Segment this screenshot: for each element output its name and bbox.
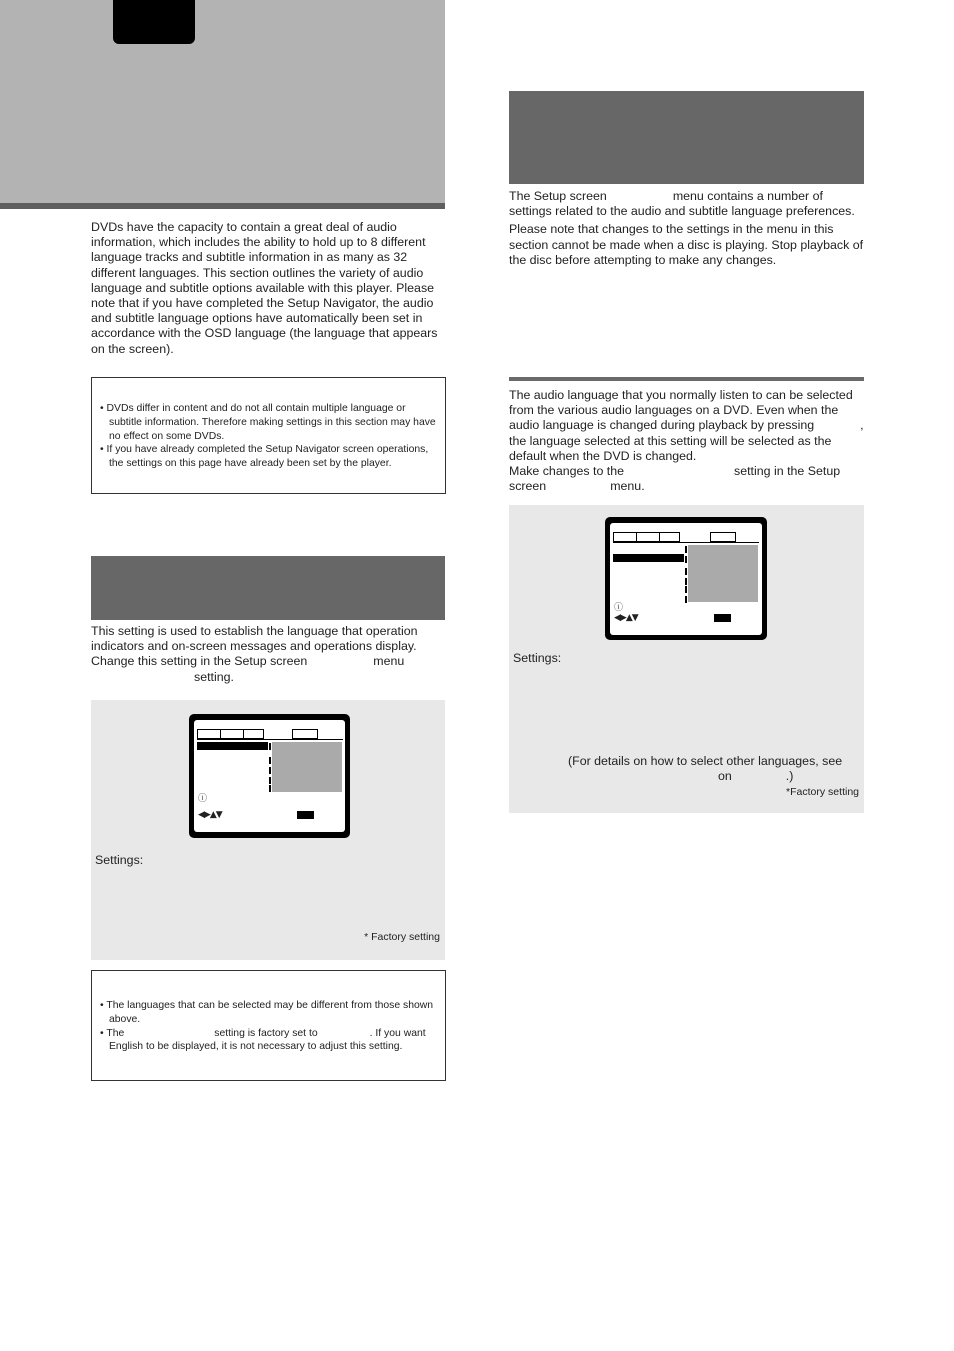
osd-settings-panel — [91, 700, 445, 960]
setup-screen-illustration — [605, 517, 767, 640]
screen-highlight-row — [613, 554, 684, 562]
setup-screen-illustration — [189, 714, 350, 838]
note-item: • If you have already completed the Setup Navigator screen operations, the settings on this page have already been set by the player. — [100, 444, 429, 470]
note-item: • The setting is factory set to . If you want English to be displayed, it is not necessary to adjust this setting. — [100, 1027, 426, 1053]
note-item: • DVDs differ in content and do not all contain multiple language or subtitle information. Therefore making settings in this section may have no effect on some DVDs. — [100, 403, 436, 442]
screen-button — [297, 811, 314, 819]
right-intro: The Setup screen menu contains a number of settings related to the audio and subtitle language preferences. Please note that changes to the settings in the menu in this section cannot be made when a disc is playing. Stop playback of the disc before attempting to make any changes. — [509, 189, 864, 267]
audio-settings-panel — [509, 505, 864, 813]
chapter-tab — [113, 0, 195, 44]
right-section-band — [509, 91, 864, 184]
screen-tab — [659, 532, 680, 542]
screen-tab — [220, 729, 244, 739]
screen-tab — [613, 532, 637, 542]
osd-factory-note: * Factory setting — [364, 931, 440, 943]
note-item: • The languages that can be selected may be different from those shown above. — [100, 1000, 434, 1025]
arrow-keys-icon: ◀▶▲▼ — [614, 613, 638, 623]
header-rule — [0, 203, 445, 209]
screen-tab — [292, 729, 318, 739]
osd-settings-label: Settings: — [95, 853, 144, 867]
audio-details-line1: (For details on how to select other languages, see — [568, 754, 843, 768]
header-band — [0, 0, 445, 203]
audio-details-line2: on .) — [718, 769, 794, 783]
screen-tab — [710, 532, 736, 542]
intro-paragraph — [91, 220, 446, 357]
audio-factory-note: *Factory setting — [786, 786, 859, 798]
audio-settings-label: Settings: — [513, 651, 562, 665]
audio-description: The audio language that you normally listen to can be selected from the various audio languages on a DVD. Even when the audio language is changed during playback by pressing , the language selected at this setting will be selected as the default when the DVD is changed. Make changes to the setting in the Setup screen menu. — [509, 388, 864, 494]
info-icon: ⓘ — [614, 603, 624, 613]
osd-description: This setting is used to establish the language that operation indicators and on-screen messages and operations display. Change this setting in the Setup screen menu setting. — [91, 624, 418, 684]
screen-option-list — [272, 742, 342, 792]
screen-option-list — [688, 545, 758, 602]
note-box-1 — [91, 377, 446, 494]
intro-text: DVDs have the capacity to contain a great deal of audio information, which includes the ability to hold up to 8 different language tracks and subtitle information in as many as 32 different languages. This section outlines the variety of audio language and subtitle options available with this player. Please note that if you have completed the Setup Navigator, the audio and subtitle language options have automatically been set in accordance with the OSD language (the language that appears on the screen). — [91, 220, 438, 356]
osd-section-band — [91, 556, 445, 620]
screen-button — [714, 614, 731, 622]
audio-section-rule — [509, 377, 864, 381]
screen-tab — [636, 532, 660, 542]
screen-tab — [197, 729, 221, 739]
arrow-keys-icon: ◀▶▲▼ — [198, 810, 222, 820]
screen-highlight-row — [197, 742, 268, 750]
screen-tab — [243, 729, 264, 739]
note-box-2 — [91, 970, 446, 1081]
info-icon: ⓘ — [198, 794, 208, 804]
